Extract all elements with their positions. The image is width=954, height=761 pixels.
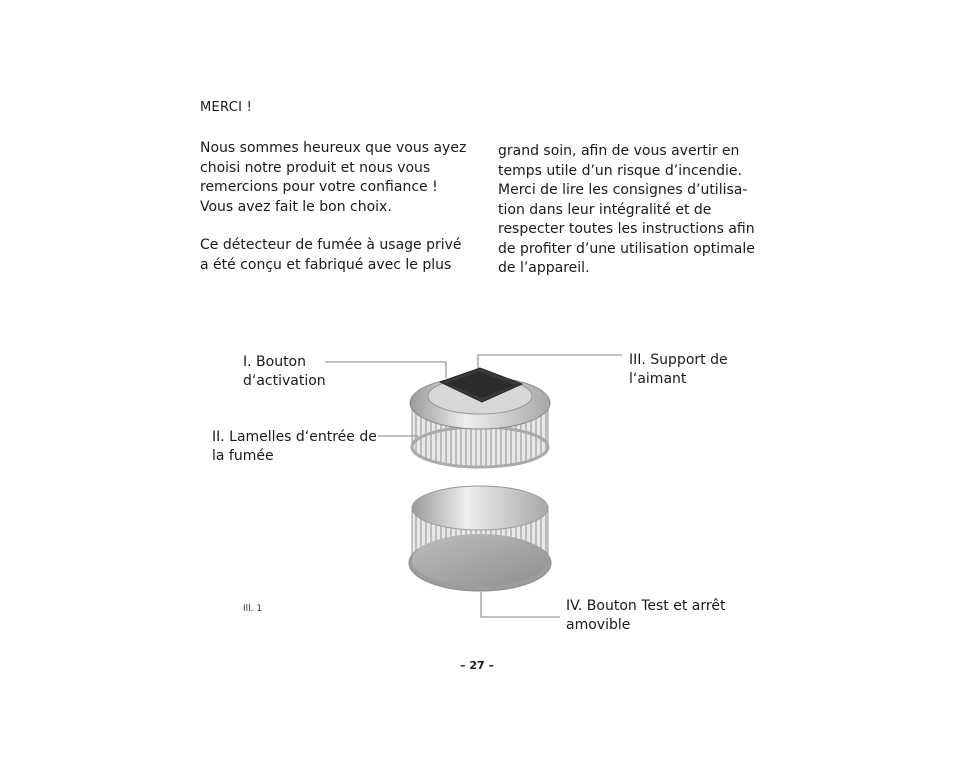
intro-paragraph-2: Ce détecteur de fumée à usage privé a été conçu et fabriqué avec le plus xyxy=(200,237,462,273)
label-magnet-holder: III. Support de l‘aimant xyxy=(629,352,728,387)
intro-paragraph-3: grand soin, afin de vous avertir en temps utile d’un risque d’incendie. Merci de lire les consignes d’utilisa- tion dans leur intégralité et de respecter toutes les instructions afin de profiter d’une utilisation optimale de l’appareil. xyxy=(498,143,755,276)
page-number: – 27 – xyxy=(460,659,494,672)
label-activation-button: I. Bouton d‘activation xyxy=(243,354,326,389)
label-smoke-inlet-slats: II. Lamelles d‘entrée de la fumée xyxy=(212,429,377,464)
intro-paragraph-1: Nous sommes heureux que vous ayez choisi notre produit et nous vous remercions pour votre confiance ! Vous avez fait le bon choix. xyxy=(200,140,467,215)
detector-top-part xyxy=(410,368,550,467)
page-heading: MERCI ! xyxy=(200,100,253,115)
detector-bottom-part xyxy=(409,486,551,591)
label-test-button: IV. Bouton Test et arrêt amovible xyxy=(566,598,726,633)
figure-caption: Ill. 1 xyxy=(243,604,263,614)
